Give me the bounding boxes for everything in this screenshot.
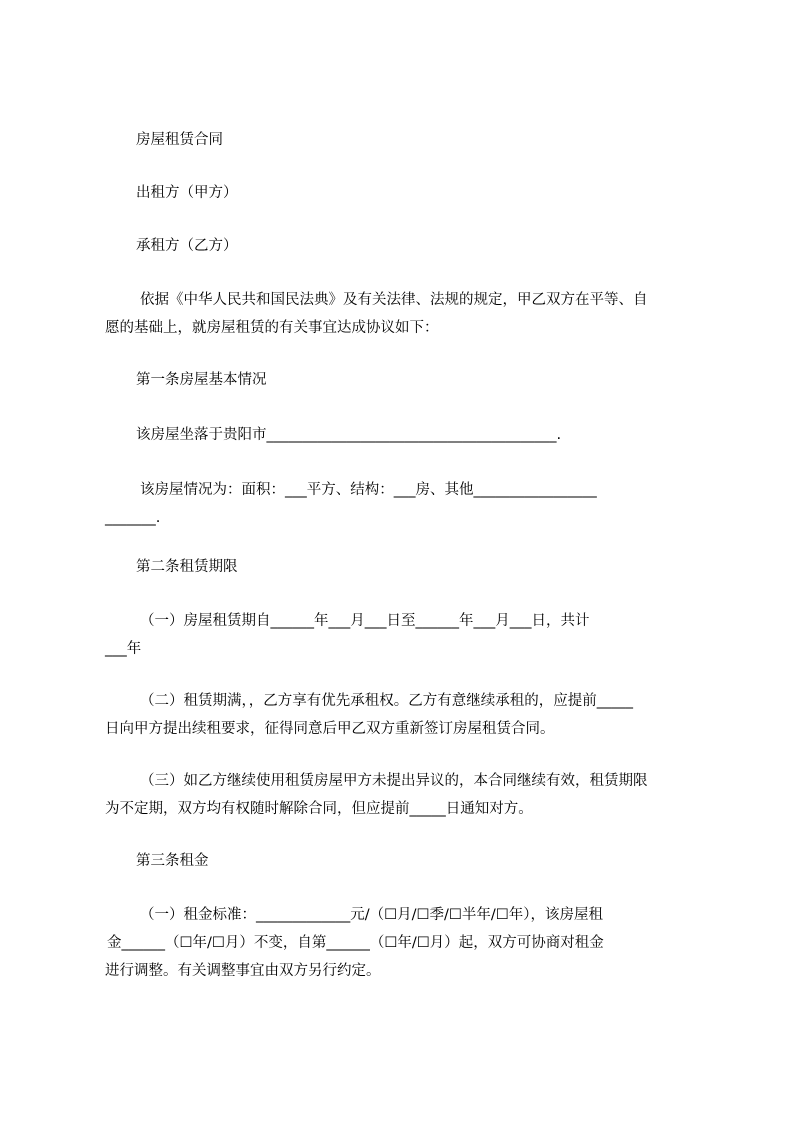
rent-adjust-period-blank: ______ xyxy=(326,935,370,951)
end-day-blank: ___ xyxy=(509,613,532,629)
notice-days-blank: _____ xyxy=(409,801,446,817)
structure-blank: ___ xyxy=(393,482,416,498)
start-year-blank: ______ xyxy=(270,613,314,629)
end-year-blank: ______ xyxy=(415,613,459,629)
other-blank: _________________ xyxy=(473,482,597,498)
rent-fixed-period-blank: ______ xyxy=(121,935,165,951)
end-month-blank: ___ xyxy=(473,613,496,629)
location-blank: ________________________________________ xyxy=(266,427,557,443)
rent-amount-blank: _____________ xyxy=(256,907,351,923)
area-blank: ___ xyxy=(285,482,307,498)
total-years-blank: ___ xyxy=(105,641,127,657)
renewal-days-blank: _____ xyxy=(596,693,633,709)
other-blank-continued: _______ xyxy=(105,510,156,526)
start-month-blank: ___ xyxy=(328,613,351,629)
start-day-blank: ___ xyxy=(364,613,387,629)
